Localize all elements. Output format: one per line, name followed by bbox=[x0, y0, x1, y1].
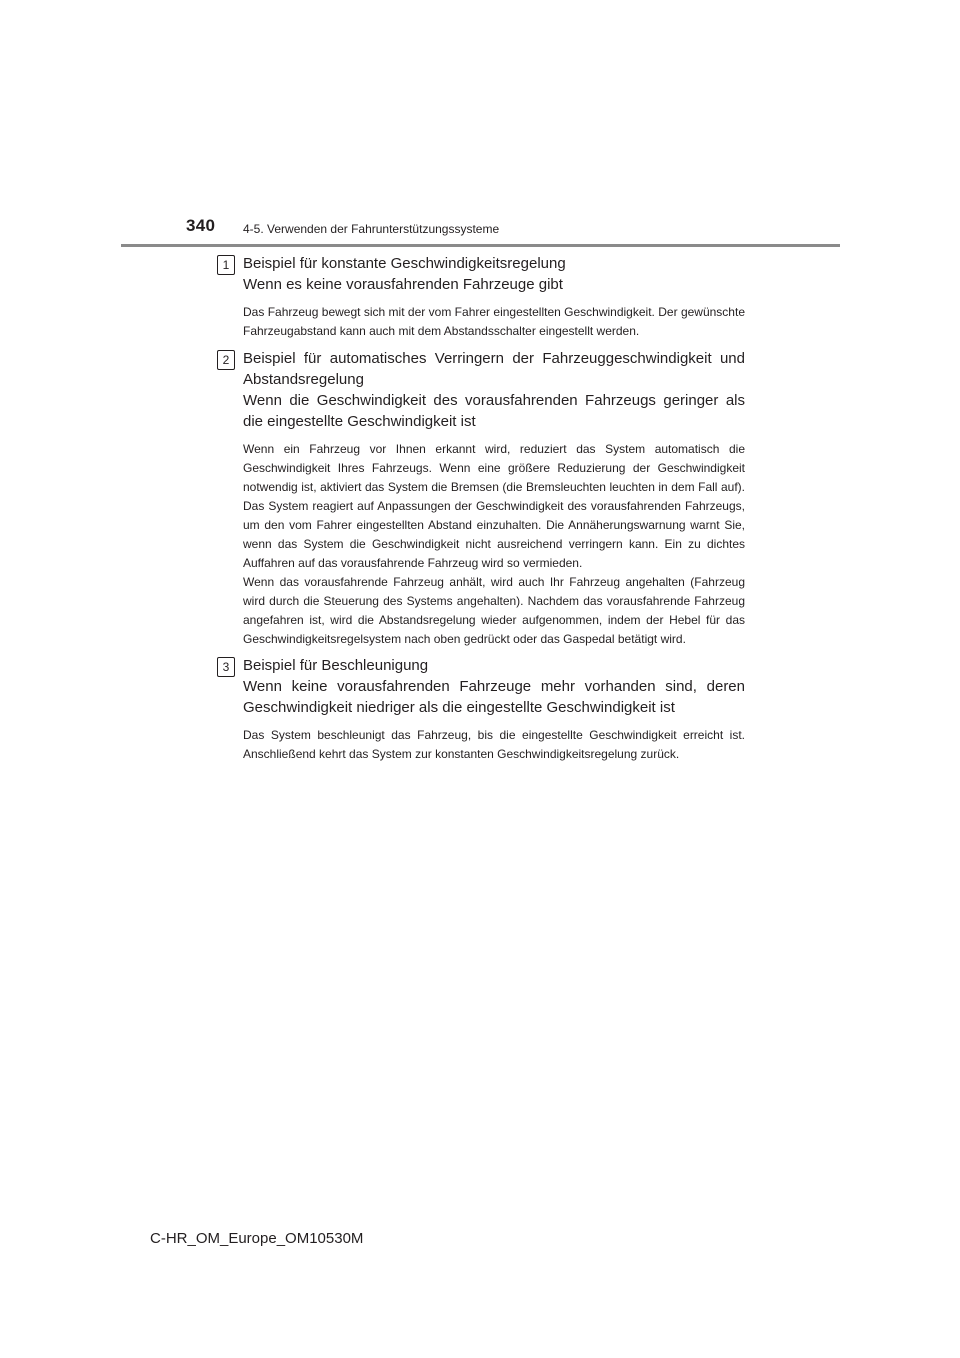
heading-line: Beispiel für Beschleunigung bbox=[243, 657, 429, 674]
item-body bbox=[243, 303, 745, 341]
header-rule bbox=[121, 244, 840, 247]
item-number-badge: 1 bbox=[217, 255, 235, 275]
heading-line: Beispiel für konstante Geschwindigkeitsregelung bbox=[243, 255, 566, 272]
list-item-3 bbox=[222, 655, 745, 764]
list-item-1 bbox=[222, 253, 745, 341]
heading-line: Wenn die Geschwindigkeit des vorausfahrenden Fahrzeugs geringer als die eingestellte Geschwindigkeit ist bbox=[243, 392, 745, 430]
document-id-footer: C-HR_OM_Europe_OM10530M bbox=[150, 1230, 364, 1247]
body-paragraph: Wenn ein Fahrzeug vor Ihnen erkannt wird, reduziert das System automatisch die Geschwindigkeit Ihres Fahrzeugs. Wenn eine größere Reduzierung der Geschwindigkeit notwendig ist, aktiviert das System die Bremsen (die Bremsleuchten leuchten in dem Fall auf). Das System reagiert auf Anpassungen der Geschwindigkeit des vorausfahrenden Fahrzeugs, um den vom Fahrer eingestellten Abstand einzuhalten. Die Annäherungswarnung warnt Sie, wenn das System die Geschwindigkeit nicht ausreichend verringern kann. Ein zu dichtes Auffahren auf das vorausfahrende Fahrzeug wird so vermieden. bbox=[243, 442, 745, 570]
item-body bbox=[243, 726, 745, 764]
body-paragraph: Das System beschleunigt das Fahrzeug, bis die eingestellte Geschwindigkeit erreicht ist. Anschließend kehrt das System zur konstanten Geschwindigkeitsregelung zurück. bbox=[243, 728, 745, 761]
item-number-badge: 2 bbox=[217, 350, 235, 370]
list-item-2 bbox=[222, 348, 745, 649]
page-number: 340 bbox=[186, 216, 216, 235]
item-body bbox=[243, 440, 745, 649]
item-heading bbox=[243, 655, 745, 718]
heading-line: Wenn es keine vorausfahrenden Fahrzeuge gibt bbox=[243, 276, 563, 293]
heading-line: Beispiel für automatisches Verringern der Fahrzeuggeschwindigkeit und Abstandsregelung bbox=[243, 350, 745, 388]
item-number-badge: 3 bbox=[217, 657, 235, 677]
body-paragraph: Wenn das vorausfahrende Fahrzeug anhält, wird auch Ihr Fahrzeug angehalten (Fahrzeug wird durch die Steuerung des Systems angehalten). Nachdem das vorausfahrende Fahrzeug angefahren ist, wird die Abstandsregelung wieder aufgenommen, indem der Hebel für das Geschwindigkeitsregelsystem nach oben gedrückt oder das Gaspedal betätigt wird. bbox=[243, 575, 745, 646]
item-heading bbox=[243, 348, 745, 432]
section-title: 4-5. Verwenden der Fahrunterstützungssysteme bbox=[243, 222, 500, 236]
content-area bbox=[222, 253, 745, 770]
item-heading bbox=[243, 253, 745, 295]
heading-line: Wenn keine vorausfahrenden Fahrzeuge mehr vorhanden sind, deren Geschwindigkeit niedriger als die eingestellte Geschwindigkeit ist bbox=[243, 678, 745, 716]
body-paragraph: Das Fahrzeug bewegt sich mit der vom Fahrer eingestellten Geschwindigkeit. Der gewünschte Fahrzeugabstand kann auch mit dem Abstandsschalter eingestellt werden. bbox=[243, 305, 745, 338]
